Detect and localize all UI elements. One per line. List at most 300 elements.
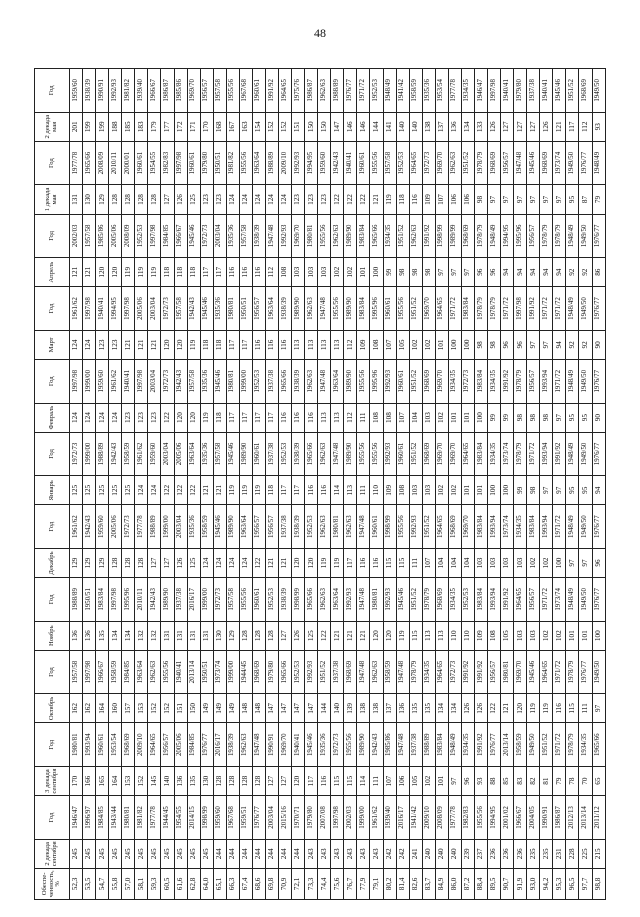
year-cell: 1991/92 xyxy=(501,578,514,622)
year-cell: 1951/52 xyxy=(318,650,331,694)
value-cell: 245 xyxy=(174,839,187,868)
year-cell: 1958/59 xyxy=(514,723,527,767)
value-cell: 164 xyxy=(109,767,122,796)
value-cell: 117 xyxy=(239,330,252,359)
year-cell: 1972/73 xyxy=(161,359,174,403)
table-row xyxy=(592,69,606,900)
value-cell: 109 xyxy=(474,621,487,650)
year-cell: 1940/41 xyxy=(96,287,109,331)
value-cell: 118 xyxy=(213,403,226,432)
year-cell: 1971/72 xyxy=(540,287,553,331)
year-cell: 1976/77 xyxy=(200,723,213,767)
value-cell: 245 xyxy=(148,839,161,868)
value-cell: 225 xyxy=(579,839,592,868)
value-cell: 129 xyxy=(96,548,109,577)
table-row xyxy=(448,69,461,900)
value-cell: 97 xyxy=(527,330,540,359)
probability-cell: 59,3 xyxy=(148,868,161,899)
year-cell: 1989/90 xyxy=(344,432,357,476)
year-cell: 1981/82 xyxy=(226,141,239,185)
table-row xyxy=(148,69,161,900)
probability-cell: 97,7 xyxy=(579,868,592,899)
value-cell: 117 xyxy=(344,548,357,577)
value-cell: 103 xyxy=(305,258,318,287)
year-cell: 1972/73 xyxy=(213,578,226,622)
value-cell: 121 xyxy=(148,330,161,359)
probability-cell: 98,8 xyxy=(592,868,606,899)
year-cell: 1978/79 xyxy=(566,650,579,694)
year-cell: 1938/39 xyxy=(279,578,292,622)
value-cell: 231 xyxy=(553,839,566,868)
year-cell: 1968/69 xyxy=(435,578,448,622)
value-cell: 127 xyxy=(161,548,174,577)
year-cell: 1977/78 xyxy=(448,796,461,840)
value-cell: 101 xyxy=(474,476,487,505)
value-cell: 117 xyxy=(292,476,305,505)
value-cell: 124 xyxy=(239,185,252,214)
probability-cell: 94,2 xyxy=(540,868,553,899)
value-cell: 104 xyxy=(409,403,422,432)
column-header: Год xyxy=(35,432,70,476)
year-cell: 2005/06 xyxy=(174,723,187,767)
year-cell: 1937/38 xyxy=(279,505,292,549)
value-cell: 140 xyxy=(409,112,422,141)
year-cell: 1971/72 xyxy=(553,723,566,767)
year-cell: 1980/81 xyxy=(70,723,83,767)
year-cell: 1989/90 xyxy=(344,214,357,258)
year-cell: 1934/35 xyxy=(488,432,501,476)
year-cell: 1980/81 xyxy=(370,578,383,622)
year-cell: 1944/45 xyxy=(239,650,252,694)
value-cell: 117 xyxy=(213,258,226,287)
value-cell: 121 xyxy=(213,476,226,505)
year-cell: 1957/58 xyxy=(213,69,226,113)
value-cell: 118 xyxy=(265,476,278,505)
probability-cell: 75,6 xyxy=(331,868,344,899)
year-cell: 1983/84 xyxy=(357,214,370,258)
year-cell: 1934/35 xyxy=(461,723,474,767)
value-cell: 119 xyxy=(396,621,409,650)
year-cell: 1942/43 xyxy=(148,578,161,622)
value-cell: 94 xyxy=(514,258,527,287)
value-cell: 241 xyxy=(409,839,422,868)
year-cell: 1971/72 xyxy=(501,287,514,331)
value-cell: 127 xyxy=(501,112,514,141)
value-cell: 127 xyxy=(527,112,540,141)
year-cell: 2014/15 xyxy=(187,796,200,840)
value-cell: 245 xyxy=(187,839,200,868)
year-cell: 1957/58 xyxy=(213,432,226,476)
probability-cell: 62,8 xyxy=(187,868,200,899)
year-cell: 2016/17 xyxy=(187,578,200,622)
year-cell: 1968/69 xyxy=(422,359,435,403)
year-cell: 1947/48 xyxy=(514,141,527,185)
value-cell: 112 xyxy=(344,403,357,432)
value-cell: 127 xyxy=(161,185,174,214)
value-cell: 102 xyxy=(344,258,357,287)
year-cell: 2000/01 xyxy=(122,141,135,185)
value-cell: 138 xyxy=(357,694,370,723)
probability-cell: 70,9 xyxy=(279,868,292,899)
value-cell: 97 xyxy=(540,330,553,359)
value-cell: 134 xyxy=(461,112,474,141)
value-cell: 240 xyxy=(448,839,461,868)
value-cell: 243 xyxy=(370,839,383,868)
year-cell: 1975/76 xyxy=(292,69,305,113)
value-cell: 128 xyxy=(239,621,252,650)
value-cell: 245 xyxy=(135,839,148,868)
year-cell: 1983/84 xyxy=(96,578,109,622)
table-row xyxy=(83,69,96,900)
value-cell: 138 xyxy=(370,694,383,723)
year-cell: 1964/65 xyxy=(279,69,292,113)
year-cell: 1960/61 xyxy=(252,432,265,476)
year-cell: 1942/43 xyxy=(109,432,122,476)
table-row xyxy=(109,69,122,900)
year-cell: 1960/61 xyxy=(396,432,409,476)
table-row xyxy=(461,69,474,900)
year-cell: 1937/38 xyxy=(265,359,278,403)
table-row xyxy=(187,69,200,900)
value-cell: 152 xyxy=(161,694,174,723)
value-cell: 97 xyxy=(566,548,579,577)
year-cell: 1978/79 xyxy=(488,287,501,331)
value-cell: 124 xyxy=(70,330,83,359)
year-cell: 1960/61 xyxy=(187,141,200,185)
year-cell: 1945/46 xyxy=(213,505,226,549)
year-cell: 1993/94 xyxy=(540,505,553,549)
value-cell: 124 xyxy=(226,185,239,214)
value-cell: 102 xyxy=(448,476,461,505)
value-cell: 136 xyxy=(396,694,409,723)
value-cell: 99 xyxy=(501,403,514,432)
year-cell: 1948/49 xyxy=(592,141,606,185)
value-cell: 236 xyxy=(501,839,514,868)
year-cell: 1998/99 xyxy=(383,505,396,549)
value-cell: 107 xyxy=(422,548,435,577)
value-cell: 121 xyxy=(331,621,344,650)
year-cell: 1971/72 xyxy=(553,359,566,403)
value-cell: 160 xyxy=(109,694,122,723)
year-cell: 1963/64 xyxy=(265,287,278,331)
value-cell: 103 xyxy=(514,621,527,650)
value-cell: 125 xyxy=(305,621,318,650)
value-cell: 123 xyxy=(109,330,122,359)
value-cell: 97 xyxy=(553,185,566,214)
value-cell: 239 xyxy=(461,839,474,868)
value-cell: 165 xyxy=(96,767,109,796)
value-cell: 125 xyxy=(187,185,200,214)
value-cell: 124 xyxy=(135,476,148,505)
value-cell: 97 xyxy=(553,476,566,505)
year-cell: 1976/77 xyxy=(592,214,606,258)
probability-cell: 61,6 xyxy=(174,868,187,899)
year-cell: 1976/77 xyxy=(579,650,592,694)
year-cell: 1947/48 xyxy=(396,723,409,767)
value-cell: 235 xyxy=(540,839,553,868)
value-cell: 97 xyxy=(514,185,527,214)
year-cell: 1940/41 xyxy=(122,359,135,403)
table-row xyxy=(501,69,514,900)
year-cell: 1934/35 xyxy=(461,69,474,113)
year-cell: 1960/61 xyxy=(96,723,109,767)
year-cell: 1937/38 xyxy=(174,578,187,622)
year-cell: 1976/77 xyxy=(592,432,606,476)
value-cell: 122 xyxy=(331,185,344,214)
value-cell: 128 xyxy=(122,548,135,577)
year-cell: 1951/52 xyxy=(422,505,435,549)
year-cell: 1995/96 xyxy=(370,359,383,403)
value-cell: 108 xyxy=(383,403,396,432)
year-cell: 1949/50 xyxy=(579,505,592,549)
year-cell: 1955/56 xyxy=(474,796,487,840)
value-cell: 93 xyxy=(474,767,487,796)
value-cell: 125 xyxy=(83,476,96,505)
value-cell: 127 xyxy=(514,112,527,141)
year-cell: 2013/14 xyxy=(579,796,592,840)
year-cell: 1962/63 xyxy=(318,505,331,549)
value-cell: 107 xyxy=(383,767,396,796)
year-cell: 1960/61 xyxy=(396,359,409,403)
year-cell: 1940/41 xyxy=(501,69,514,113)
year-cell: 1937/38 xyxy=(331,650,344,694)
value-cell: 132 xyxy=(148,621,161,650)
value-cell: 124 xyxy=(96,403,109,432)
value-cell: 115 xyxy=(383,548,396,577)
value-cell: 65 xyxy=(592,767,606,796)
probability-cell: 67,4 xyxy=(239,868,252,899)
year-cell: 1968/69 xyxy=(540,141,553,185)
year-cell: 1962/63 xyxy=(344,505,357,549)
year-cell: 1955/56 xyxy=(239,578,252,622)
year-cell: 1972/73 xyxy=(461,359,474,403)
year-cell: 1983/84 xyxy=(474,578,487,622)
year-cell: 2003/04 xyxy=(161,432,174,476)
value-cell: 116 xyxy=(252,258,265,287)
year-cell: 2005/06 xyxy=(109,505,122,549)
value-cell: 172 xyxy=(174,112,187,141)
year-cell: 1950/51 xyxy=(239,287,252,331)
value-cell: 104 xyxy=(448,548,461,577)
value-cell: 147 xyxy=(331,112,344,141)
value-cell: 245 xyxy=(161,839,174,868)
value-cell: 100 xyxy=(488,476,501,505)
table-row xyxy=(135,69,148,900)
value-cell: 117 xyxy=(566,112,579,141)
value-cell: 157 xyxy=(122,694,135,723)
year-cell: 1959/51 xyxy=(239,796,252,840)
year-cell: 1945/46 xyxy=(187,214,200,258)
value-cell: 147 xyxy=(292,694,305,723)
year-cell: 1992/93 xyxy=(292,141,305,185)
table-row xyxy=(265,69,278,900)
year-cell: 1984/85 xyxy=(161,214,174,258)
year-cell: 1995/96 xyxy=(370,287,383,331)
year-cell: 1977/78 xyxy=(448,69,461,113)
value-cell: 128 xyxy=(265,621,278,650)
value-cell: 122 xyxy=(318,621,331,650)
year-cell: 1938/39 xyxy=(292,432,305,476)
year-cell: 1956/57 xyxy=(488,650,501,694)
value-cell: 103 xyxy=(422,403,435,432)
table-row xyxy=(383,69,396,900)
year-cell: 1968/69 xyxy=(422,432,435,476)
year-cell: 1969/70 xyxy=(514,650,527,694)
value-cell: 124 xyxy=(200,548,213,577)
year-cell: 1990/91 xyxy=(540,796,553,840)
year-cell: 1999/00 xyxy=(226,650,239,694)
value-cell: 201 xyxy=(70,112,83,141)
value-cell: 105 xyxy=(396,330,409,359)
value-cell: 95 xyxy=(566,476,579,505)
year-cell: 1949/50 xyxy=(579,359,592,403)
value-cell: 111 xyxy=(409,548,422,577)
year-cell: 1988/89 xyxy=(96,432,109,476)
value-cell: 97 xyxy=(501,185,514,214)
year-cell: 1997/98 xyxy=(514,287,527,331)
year-cell: 1991/92 xyxy=(553,432,566,476)
value-cell: 120 xyxy=(292,548,305,577)
value-cell: 125 xyxy=(96,476,109,505)
year-cell: 1949/50 xyxy=(579,578,592,622)
year-cell: 1964/65 xyxy=(461,432,474,476)
year-cell: 1978/79 xyxy=(566,723,579,767)
value-cell: 136 xyxy=(448,112,461,141)
value-cell: 117 xyxy=(226,403,239,432)
year-cell: 2001/02 xyxy=(501,796,514,840)
year-cell: 1937/38 xyxy=(409,723,422,767)
value-cell: 131 xyxy=(187,621,200,650)
year-cell: 1959/60 xyxy=(148,432,161,476)
value-cell: 98 xyxy=(540,403,553,432)
year-cell: 1934/35 xyxy=(422,650,435,694)
table-row xyxy=(226,69,239,900)
year-cell: 1946/47 xyxy=(474,69,487,113)
year-cell: 1988/89 xyxy=(422,723,435,767)
year-cell: 1945/46 xyxy=(213,359,226,403)
year-cell: 1956/57 xyxy=(200,69,213,113)
column-header: Январь xyxy=(35,476,70,505)
value-cell: 183 xyxy=(135,112,148,141)
value-cell: 125 xyxy=(122,476,135,505)
probability-cell: 77,9 xyxy=(357,868,370,899)
year-cell: 1948/49 xyxy=(566,359,579,403)
year-cell: 1959/60 xyxy=(213,796,226,840)
year-cell: 1996/97 xyxy=(83,796,96,840)
year-cell: 1963/64 xyxy=(239,505,252,549)
year-cell: 1935/36 xyxy=(187,505,200,549)
value-cell: 116 xyxy=(279,330,292,359)
year-cell: 1945/46 xyxy=(305,723,318,767)
value-cell: 126 xyxy=(474,694,487,723)
value-cell: 117 xyxy=(200,258,213,287)
year-cell: 1999/00 xyxy=(83,359,96,403)
value-cell: 120 xyxy=(174,403,187,432)
value-cell: 129 xyxy=(226,621,239,650)
year-cell: 1954/55 xyxy=(148,141,161,185)
year-cell: 1976/77 xyxy=(592,359,606,403)
year-cell: 1965/66 xyxy=(305,432,318,476)
value-cell: 103 xyxy=(514,548,527,577)
value-cell: 177 xyxy=(161,112,174,141)
year-cell: 1957/58 xyxy=(226,578,239,622)
value-cell: 79 xyxy=(592,185,606,214)
value-cell: 128 xyxy=(239,767,252,796)
value-cell: 113 xyxy=(435,621,448,650)
year-cell: 1958/59 xyxy=(109,650,122,694)
table-row xyxy=(435,69,448,900)
year-cell: 1945/46 xyxy=(226,432,239,476)
value-cell: 93 xyxy=(592,112,606,141)
year-cell: 1959/60 xyxy=(96,359,109,403)
value-cell: 113 xyxy=(292,330,305,359)
value-cell: 118 xyxy=(200,330,213,359)
year-cell: 1945/46 xyxy=(527,141,540,185)
probability-cell: 66,3 xyxy=(226,868,239,899)
year-cell: 1969/70 xyxy=(279,723,292,767)
value-cell: 112 xyxy=(265,258,278,287)
year-cell: 1959/60 xyxy=(318,141,331,185)
table-row xyxy=(305,69,318,900)
value-cell: 87 xyxy=(579,185,592,214)
year-cell: 1969/70 xyxy=(292,214,305,258)
year-cell: 1953/54 xyxy=(435,69,448,113)
year-cell: 1991/92 xyxy=(265,69,278,113)
value-cell: 118 xyxy=(213,330,226,359)
year-cell: 2013/14 xyxy=(501,723,514,767)
value-cell: 106 xyxy=(448,185,461,214)
year-cell: 1945/46 xyxy=(527,650,540,694)
year-cell: 1992/93 xyxy=(383,359,396,403)
value-cell: 99 xyxy=(514,476,527,505)
value-cell: 119 xyxy=(200,403,213,432)
year-cell: 1958/59 xyxy=(200,505,213,549)
year-cell: 1955/56 xyxy=(396,287,409,331)
value-cell: 126 xyxy=(488,112,501,141)
value-cell: 83 xyxy=(514,767,527,796)
table-row xyxy=(279,69,292,900)
column-header: 1 декада мая xyxy=(35,185,70,214)
value-cell: 101 xyxy=(448,403,461,432)
year-cell: 1968/69 xyxy=(488,141,501,185)
table-row xyxy=(70,69,83,900)
year-cell: 1981/82 xyxy=(135,796,148,840)
value-cell: 124 xyxy=(239,548,252,577)
probability-cell: 81,4 xyxy=(396,868,409,899)
year-cell: 1957/58 xyxy=(83,214,96,258)
value-cell: 179 xyxy=(148,112,161,141)
value-cell: 116 xyxy=(318,476,331,505)
value-cell: 82 xyxy=(527,767,540,796)
year-cell: 1948/49 xyxy=(566,214,579,258)
value-cell: 123 xyxy=(305,185,318,214)
value-cell: 123 xyxy=(292,185,305,214)
year-cell: 2016/17 xyxy=(213,723,226,767)
year-cell: 1957/58 xyxy=(70,650,83,694)
year-cell: 1962/63 xyxy=(370,650,383,694)
value-cell: 245 xyxy=(109,839,122,868)
value-cell: 108 xyxy=(370,330,383,359)
column-header: Год xyxy=(35,650,70,694)
value-cell: 121 xyxy=(70,258,83,287)
year-cell: 1998/99 xyxy=(200,796,213,840)
value-cell: 153 xyxy=(122,767,135,796)
value-cell: 98 xyxy=(409,258,422,287)
value-cell: 128 xyxy=(148,185,161,214)
value-cell: 97 xyxy=(540,476,553,505)
value-cell: 121 xyxy=(265,548,278,577)
value-cell: 235 xyxy=(527,839,540,868)
